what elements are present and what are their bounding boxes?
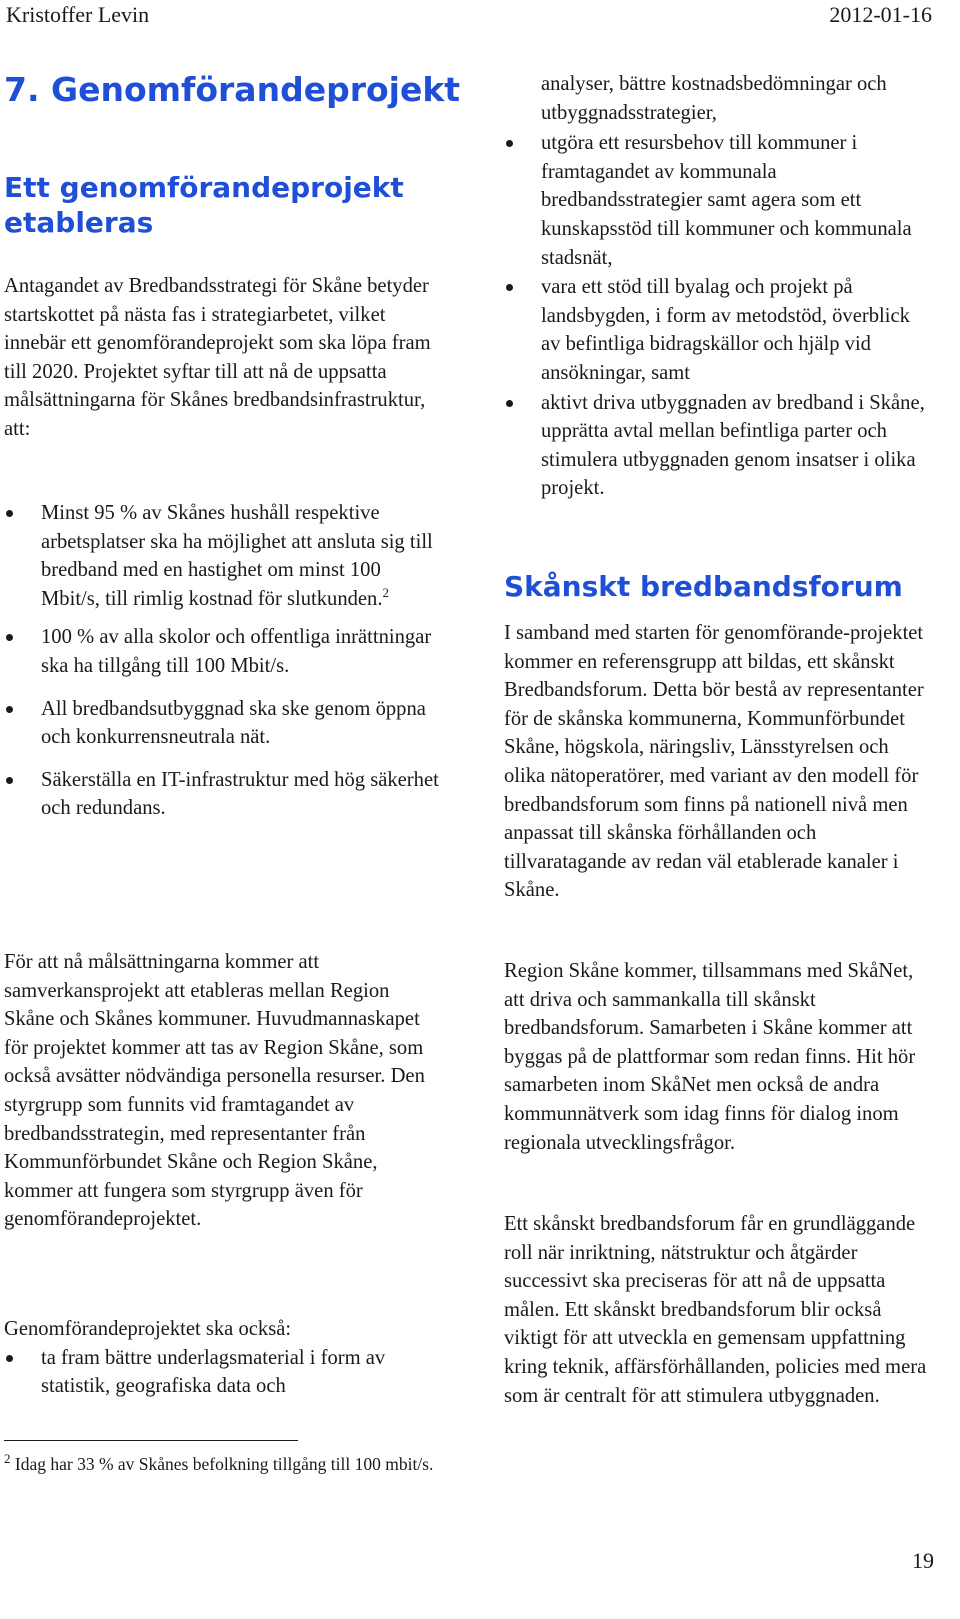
paragraph: För att nå målsättningarna kommer att samverkansprojekt att etableras mellan Region Skåne och Skånes kommuner. Huvudmannaskapet för projektet kommer att tas av Region Skåne, som också avsätter nödvändiga personella resurser. Den styrgrupp som funnits vid framtagandet av bredbandsstrategin, med representanter från Kommunförbundet Skåne och Region Skåne, kommer att fungera som styrgrupp även för genomförandeprojektet. [4, 951, 425, 1231]
list-continuation: analyser, bättre kostnadsbedömningar och utbyggnadsstrategier, [541, 73, 887, 124]
header-author: Kristoffer Levin [6, 2, 150, 27]
footnote [4, 1452, 434, 1477]
right-column-para2 [504, 957, 934, 1157]
paragraph: Ett skånskt bredbandsforum får en grundläggande roll när inriktning, nätstruktur och åtgärder successivt ska preciseras för att nå de uppsatta målen. Ett skånskt bredbandsforum blir också viktigt för att utveckla en gemensam uppfattning kring teknik, affärsförhållanden, policies med mera som är centralt för att stimulera utbyggnaden. [504, 1213, 927, 1407]
right-column-top [504, 70, 934, 503]
list-item: Minst 95 % av Skånes hushåll respektive arbetsplatser ska ha möjlighet att ansluta sig till bredband med en hastighet om minst 100 Mbit/s, till rimlig kostnad för slutkunden.$^2$ [4, 499, 444, 613]
footnote-divider [4, 1440, 298, 1441]
bullet-icon [6, 1355, 13, 1362]
tasks-list-start [4, 1344, 444, 1401]
footnote-reference: 2 [382, 584, 390, 600]
bullet-icon [6, 634, 13, 641]
paragraph: Genomförandeprojektet ska också: [4, 1318, 292, 1340]
bullet-icon [506, 400, 513, 407]
footnote-text: Idag har 33 % av Skånes befolkning tillgång till 100 mbit/s. [14, 1454, 434, 1474]
paragraph: Region Skåne kommer, tillsammans med SkåNet, att driva och sammankalla till skånskt bredbandsforum. Samarbeten i Skåne kommer att byggas på de plattformar som redan finns. Hit hör samarbeten inom SkåNet men också de andra kommunnätverk som idag finns för dialog inom regionala utvecklingsfrågor. [504, 960, 916, 1154]
list-item: 100 % av alla skolor och offentliga inrättningar ska ha tillgång till 100 Mbit/s. [4, 623, 444, 680]
bullet-icon [6, 510, 13, 517]
tasks-list [504, 129, 934, 503]
right-column-para3 [504, 1210, 934, 1410]
left-column-paragraph3 [4, 1315, 444, 1401]
list-item: vara ett stöd till byalag och projekt på landsbygden, i form av metodstöd, överblick av befintliga bidragskällor och hjälp vid ansökningar, samt [504, 273, 934, 387]
goals-list-block [4, 499, 444, 823]
left-column-paragraph2 [4, 948, 444, 1234]
bullet-icon [506, 140, 513, 147]
section-heading-left: Ett genomförandeprojekt etableras [4, 171, 404, 239]
right-column-para1 [504, 619, 934, 905]
header-date: 2012-01-16 [829, 2, 932, 27]
list-item: aktivt driva utbyggnaden av bredband i Skåne, upprätta avtal mellan befintliga parter och stimulera utbyggnaden genom insatser i olika projekt. [504, 389, 934, 503]
paragraph: I samband med starten för genomförande-projektet kommer en referensgrupp att bildas, ett skånskt Bredbandsforum. Detta bör bestå av representanter för de skånska kommunerna, Kommunförbundet Skåne, högskola, näringsliv, Länsstyrelsen och olika nätoperatörer, med variant av den modell för bredbandsforum som finns på nationell nivå men anpassat till skånska förhållanden och tillvaratagande av redan väl etablerade kanaler i Skåne. [504, 622, 924, 902]
list-item: All bredbandsutbyggnad ska ske genom öppna och konkurrensneutrala nät. [4, 695, 444, 752]
section-heading-right: Skånskt bredbandsforum [504, 570, 903, 603]
footnote-number: 2 [4, 1451, 11, 1467]
list-item: utgöra ett resursbehov till kommuner i framtagandet av kommunala bredbandsstrategier samt agera som ett kunskapsstöd till kommuner och kommunala stadsnät, [504, 129, 934, 272]
list-item: ta fram bättre underlagsmaterial i form av statistik, geografiska data och [4, 1344, 444, 1401]
left-column-top [4, 272, 444, 444]
list-item: Säkerställa en IT-infrastruktur med hög säkerhet och redundans. [4, 766, 444, 823]
intro-paragraph: Antagandet av Bredbandsstrategi för Skåne betyder startskottet på nästa fas i strategiarbetet, vilket innebär ett genomförandeprojekt som ska löpa fram till 2020. Projektet syftar till att nå de uppsatta målsättningarna för Skånes bredbandsinfrastruktur, att: [4, 275, 431, 440]
bullet-icon [6, 777, 13, 784]
page-number: 19 [912, 1548, 934, 1573]
goals-list [4, 499, 444, 823]
bullet-icon [6, 706, 13, 713]
bullet-icon [506, 284, 513, 291]
chapter-heading: 7. Genomförandeprojekt [4, 70, 461, 109]
